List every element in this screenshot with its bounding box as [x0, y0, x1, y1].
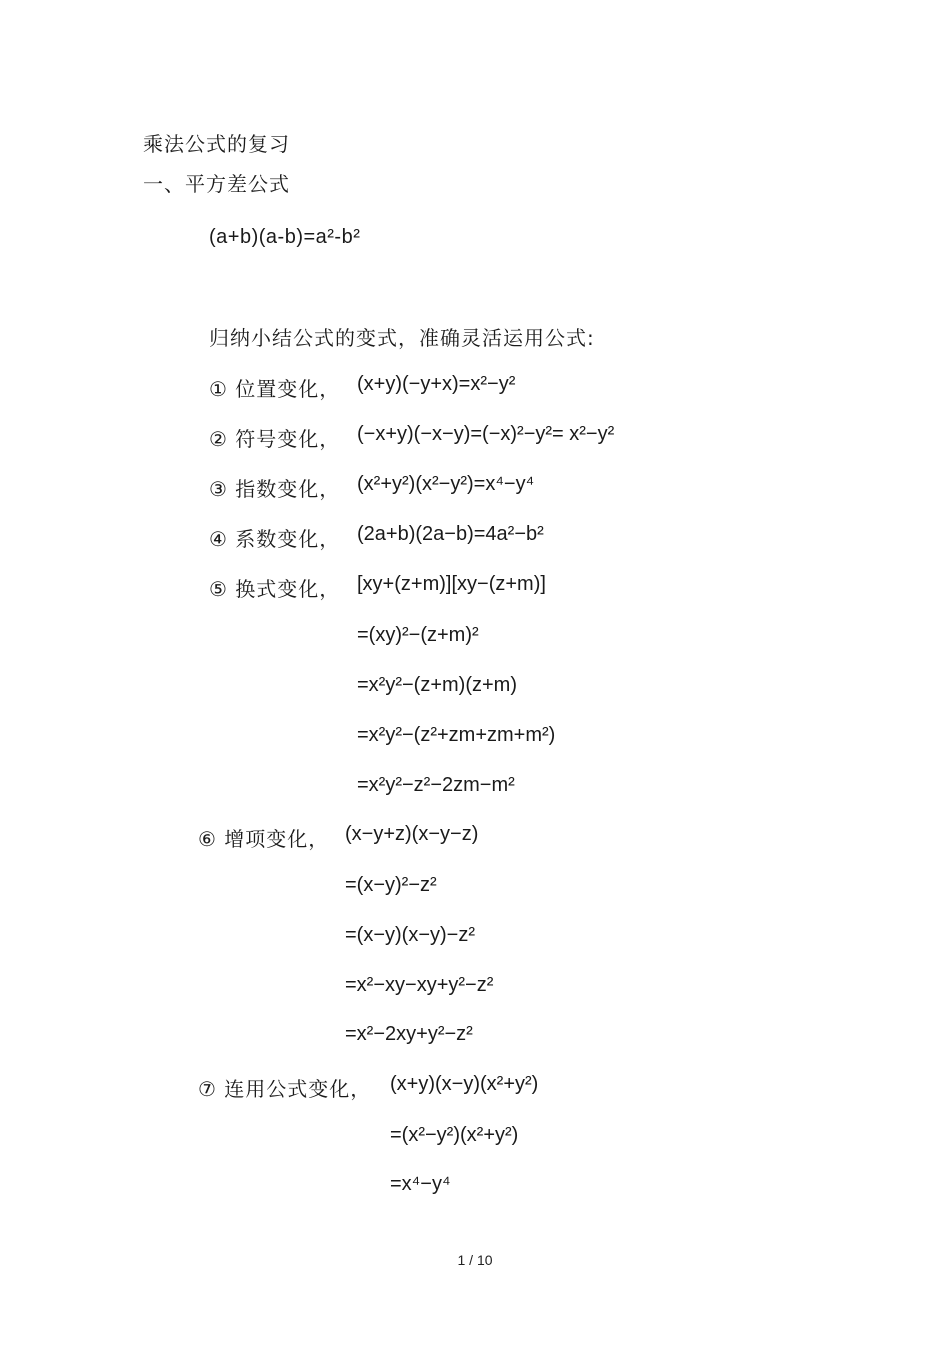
base-formula: (a+b)(a-b)=a²-b²	[209, 226, 361, 248]
section-heading: 一、平方差公式	[143, 172, 290, 196]
item-formula-chained-line: =x⁴−y⁴	[390, 1173, 451, 1195]
page-number: 1 / 10	[457, 1252, 493, 1268]
item-label-coefficient: ④ 系数变化，	[209, 527, 341, 551]
item-formula-substitution-line: =(xy)²−(z+m)²	[357, 624, 479, 646]
item-label-exponent: ③ 指数变化，	[209, 477, 341, 501]
item-label-chained: ⑦ 连用公式变化，	[198, 1077, 372, 1101]
item-label-substitution: ⑤ 换式变化，	[209, 577, 341, 601]
item-label-add-term: ⑥ 增项变化，	[198, 827, 330, 851]
item-label-sign: ② 符号变化，	[209, 427, 341, 451]
item-formula-substitution-line: =x²y²−(z²+zm+zm+m²)	[357, 724, 556, 746]
item-formula-add-term-line: =(x−y)(x−y)−z²	[345, 924, 476, 946]
item-formula-add-term-line: (x−y+z)(x−y−z)	[345, 823, 479, 845]
item-formula-add-term-line: =x²−2xy+y²−z²	[345, 1023, 473, 1045]
item-formula-substitution-line: [xy+(z+m)][xy−(z+m)]	[357, 573, 546, 595]
item-formula-chained-line: (x+y)(x−y)(x²+y²)	[390, 1073, 539, 1095]
item-formula-substitution-line: =x²y²−(z+m)(z+m)	[357, 674, 517, 696]
item-formula-add-term-line: =x²−xy−xy+y²−z²	[345, 974, 494, 996]
item-formula-chained-line: =(x²−y²)(x²+y²)	[390, 1124, 519, 1146]
item-formula-substitution-line: =x²y²−z²−2zm−m²	[357, 774, 515, 796]
item-formula-coefficient: (2a+b)(2a−b)=4a²−b²	[357, 523, 544, 545]
summary-text: 归纳小结公式的变式，准确灵活运用公式:	[209, 326, 595, 350]
item-formula-sign: (−x+y)(−x−y)=(−x)²−y²= x²−y²	[357, 423, 615, 445]
item-formula-position: (x+y)(−y+x)=x²−y²	[357, 373, 516, 395]
item-label-position: ① 位置变化，	[209, 377, 341, 401]
item-formula-exponent: (x²+y²)(x²−y²)=x⁴−y⁴	[357, 473, 535, 495]
item-formula-add-term-line: =(x−y)²−z²	[345, 874, 437, 896]
document-title: 乘法公式的复习	[143, 132, 290, 156]
